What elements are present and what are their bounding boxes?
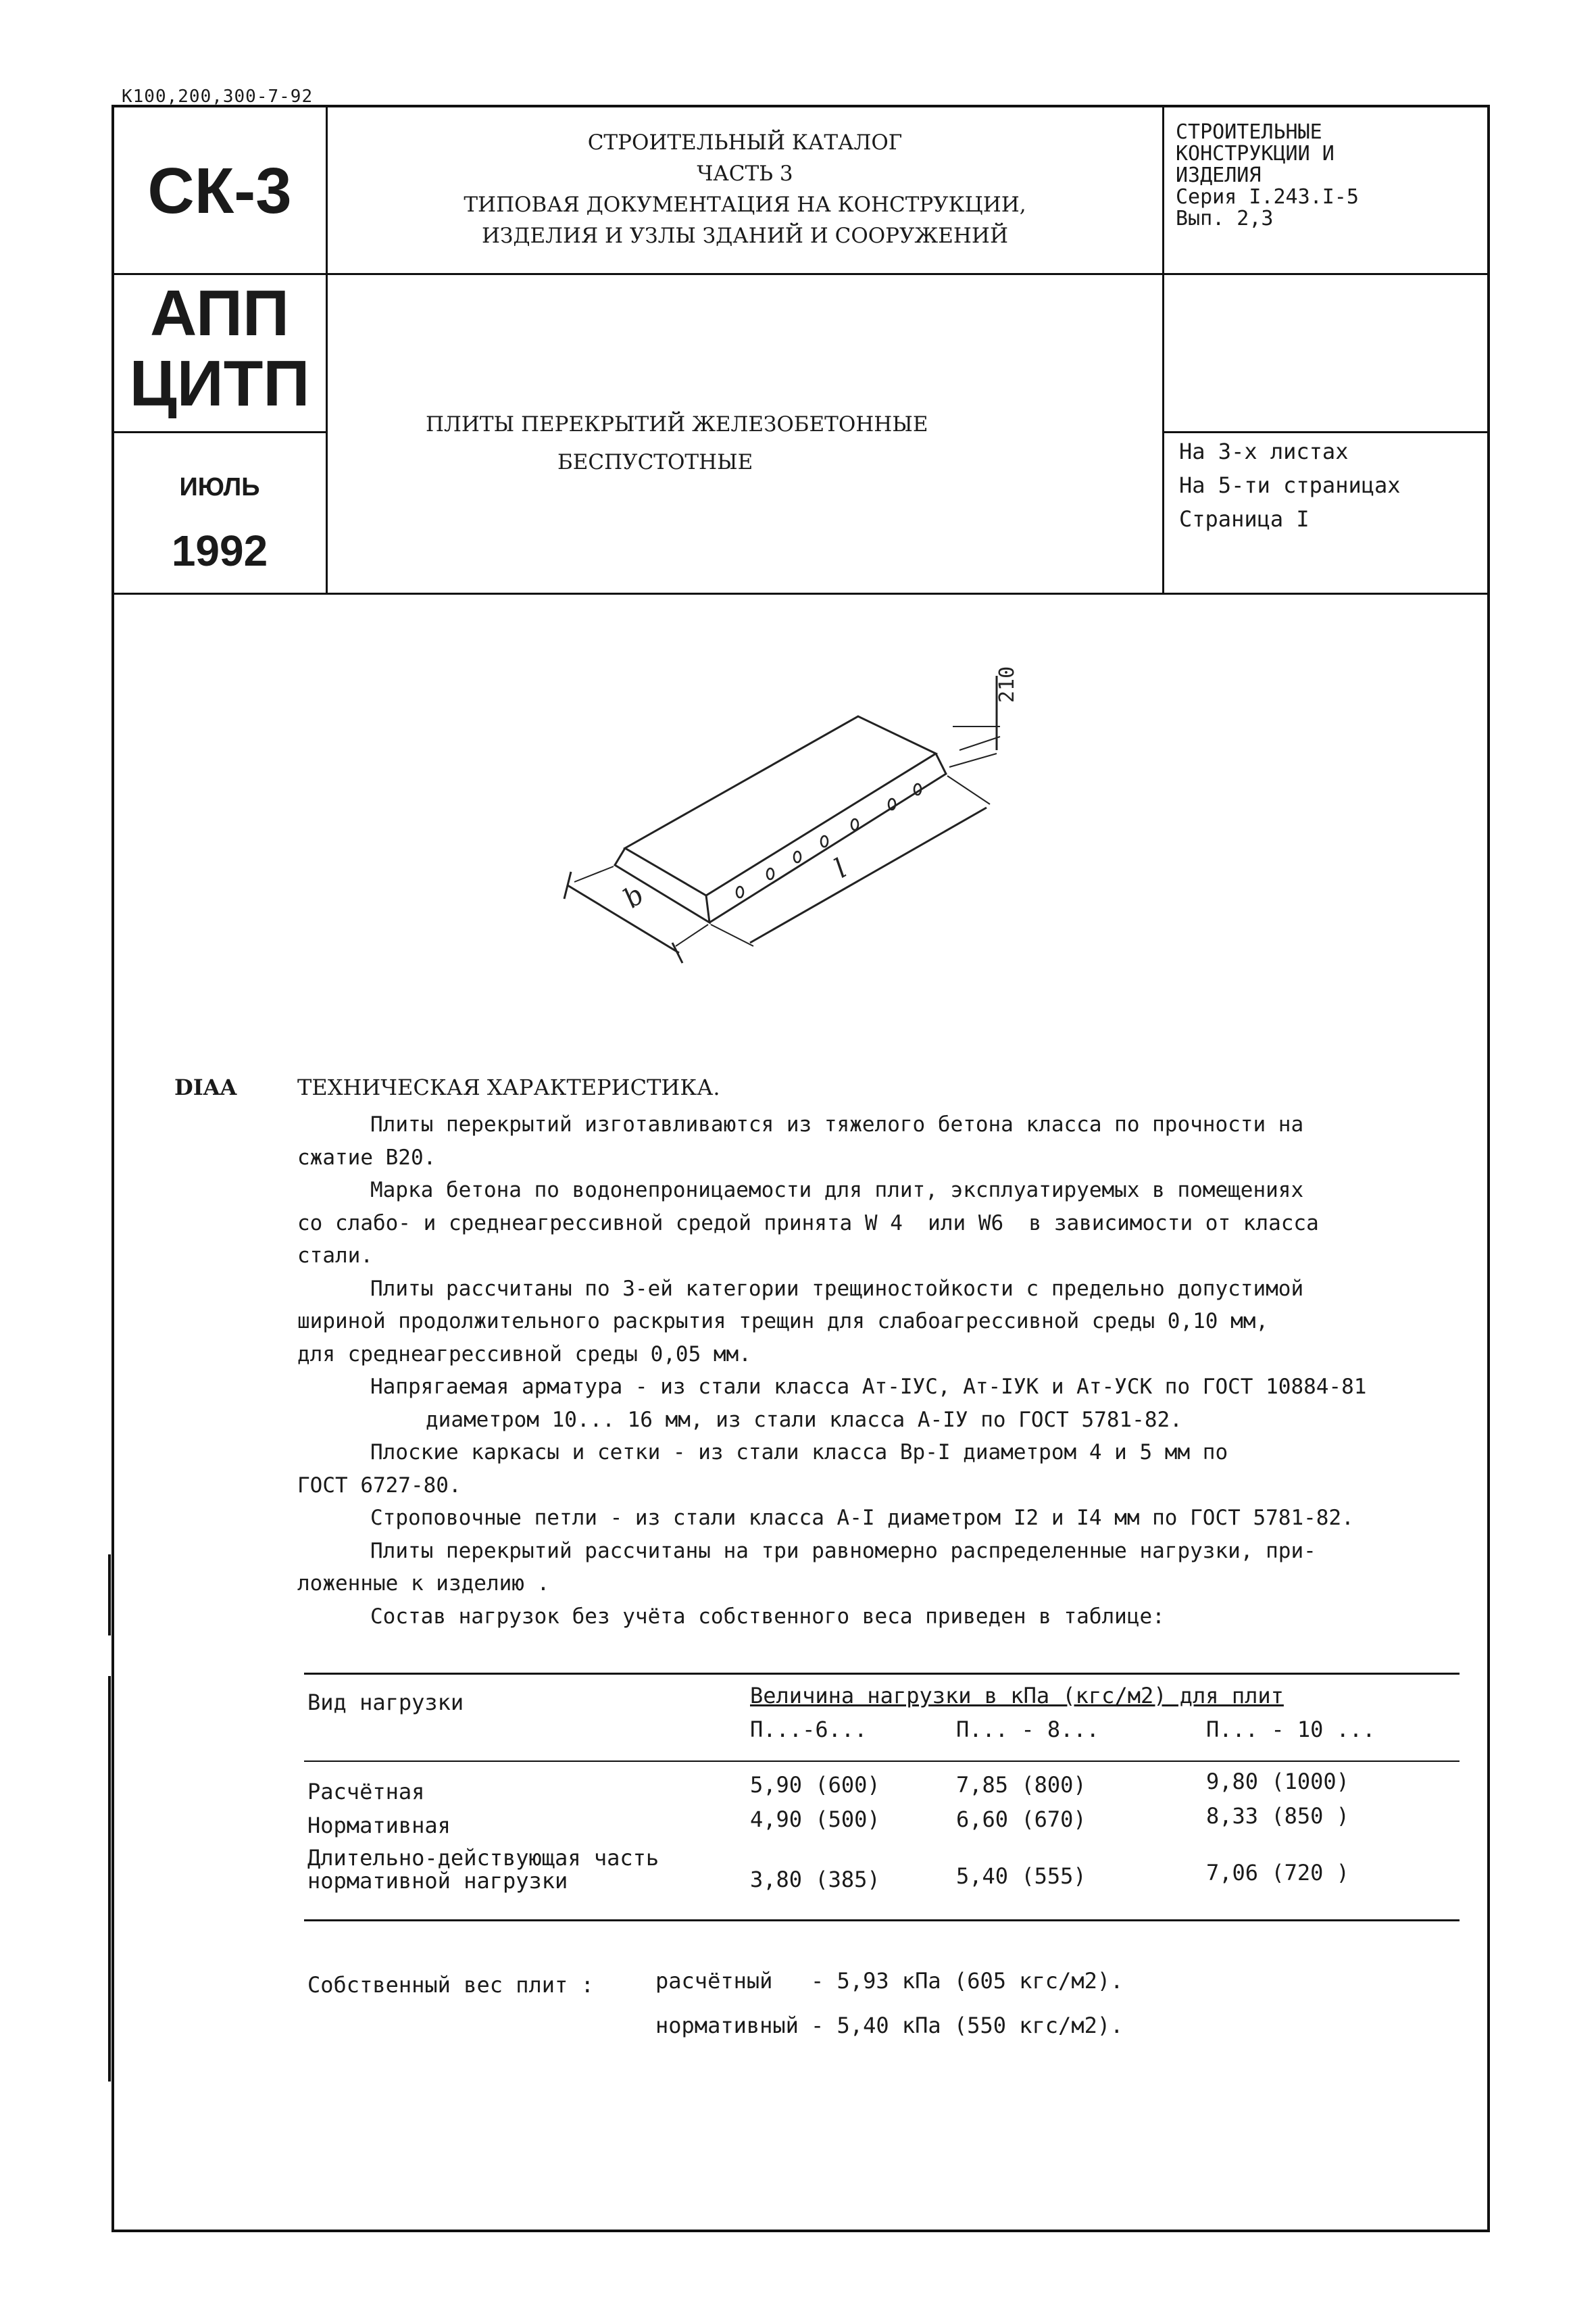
dim-l-label: l [829,853,853,885]
table-header-group: Величина нагрузки в кПа (кгс/м2) для плит [750,1683,1284,1708]
hole-mark [821,836,828,847]
text-line: Напрягаемая арматура - из стали класса Ат-IУС, Ат-IУК и Ат-УСК по ГОСТ 10884-81 [370,1375,1367,1399]
divider [111,431,328,433]
page-number: Страница I [1179,506,1310,532]
section-code: DIAA [174,1075,237,1100]
text-line: для среднеагрессивной среды 0,05 мм. [297,1341,751,1367]
year-label: 1992 [171,526,268,575]
divider [1162,105,1164,594]
series-line: КОНСТРУКЦИИ И [1176,142,1335,166]
catalog-line: ЧАСТЬ 3 [697,162,793,186]
table-row-label: Нормативная [307,1813,451,1838]
text-line: Плоские каркасы и сетки - из стали класса Вр-I диаметром 4 и 5 мм по [370,1440,1228,1464]
ext-lines-h [949,727,1000,767]
table-row-label [307,1846,659,1892]
text-line: Строповочные петли - из стали класса А-I диаметром I2 и I4 мм по ГОСТ 5781-82. [370,1506,1354,1530]
text-line: шириной продолжительного раскрытия трещин для слабоагрессивной среды 0,10 мм, [297,1309,1269,1333]
text-line: ГОСТ 6727-80. [297,1473,462,1498]
text-line: ложенные к изделию . [297,1571,550,1596]
table-cell: 5,90 (600) [750,1772,880,1798]
table-subheader: П...-6... [750,1717,868,1742]
pages-count: На 5-ти страницах [1179,472,1401,498]
table-cell: 5,40 (555) [956,1863,1087,1889]
dim-height-label: 210 [995,666,1019,703]
text-line: Плиты рассчитаны по 3-ей категории трещиностойкости с предельно допустимой [370,1276,1304,1301]
catalog-line: ТИПОВАЯ ДОКУМЕНТАЦИЯ НА КОНСТРУКЦИИ, [464,193,1026,217]
series-line: Вып. 2,3 [1176,207,1274,230]
technical-text [297,1108,1473,1633]
sheet-info [1179,435,1401,536]
table-cell: 9,80 (1000) [1206,1769,1349,1794]
margin-mark [108,1676,111,2082]
catalog-line: СТРОИТЕЛЬНЫЙ КАТАЛОГ [587,130,903,155]
series-line: ИЗДЕЛИЯ [1176,164,1262,187]
table-subheader: П... - 10 ... [1206,1717,1376,1742]
table-top-rule [304,1673,1460,1675]
product-title [426,405,928,481]
catalog-title [328,127,1162,251]
own-weight-design-name: расчётный [655,1968,773,1994]
hole-mark [767,868,774,879]
series-line: Серия I.243.I-5 [1176,185,1359,209]
table-cell: 6,60 (670) [956,1806,1087,1832]
hole-mark [851,819,858,830]
app-label: АПП [149,277,290,349]
sk-label: СК-3 [147,155,292,227]
hole-mark [737,887,743,897]
own-weight-design-value: - 5,93 кПа (605 кгс/м2). [811,1968,1124,1994]
catalog-line: ИЗДЕЛИЯ И УЗЛЫ ЗДАНИЙ И СООРУЖЕНИЙ [481,224,1008,248]
product-line: БЕСПУСТОТНЫЕ [557,450,753,474]
divider [111,273,1490,275]
text-line: Состав нагрузок без учёта собственного веса приведен в таблице: [370,1604,1165,1629]
slab-drawing [541,662,1054,966]
table-cell: 7,06 (720 ) [1206,1860,1349,1886]
divider [111,593,1490,595]
table-cell: 3,80 (385) [750,1867,880,1892]
text-line: стали. [297,1244,373,1268]
margin-mark [108,1554,111,1635]
table-subheader: П... - 8... [956,1717,1099,1742]
text-line: Плиты перекрытий рассчитаны на три равномерно распределенные нагрузки, при- [370,1538,1316,1563]
document-code: К100,200,300-7-92 [122,87,314,107]
sheets-count: На 3-х листах [1179,439,1349,464]
series-info [1176,122,1480,230]
table-cell: 4,90 (500) [750,1806,880,1832]
hole-mark [794,852,801,862]
month-label: ИЮЛЬ [179,473,260,501]
row-label-line: Длительно-действующая часть [307,1845,659,1871]
row-label-line: нормативной нагрузки [307,1868,568,1894]
text-line: со слабо- и среднеагрессивной средой принята W 4 или W6 в зависимости от класса [297,1210,1319,1235]
text-line: Марка бетона по водонепроницаемости для плит, эксплуатируемых в помещениях [370,1178,1304,1202]
table-header-rule [304,1761,1460,1762]
text-line: диаметром 10... 16 мм, из стали класса А-IУ по ГОСТ 5781-82. [426,1407,1182,1432]
series-line: СТРОИТЕЛЬНЫЕ [1176,120,1322,144]
divider [1162,431,1490,433]
ext-lines-l [711,776,990,946]
own-weight-normative-name: нормативный [655,2013,799,2038]
table-header-type: Вид нагрузки [307,1690,464,1715]
dim-b-label: b [618,879,650,915]
citp-label: ЦИТП [129,347,310,420]
own-weight-label: Собственный вес плит : [307,1972,594,1998]
text-line: сжатие B20. [297,1145,437,1170]
text-line: Плиты перекрытий изготавливаются из тяжелого бетона класса по прочности на [370,1112,1304,1137]
product-line: ПЛИТЫ ПЕРЕКРЫТИЙ ЖЕЛЕЗОБЕТОННЫЕ [426,412,928,437]
table-row-label: Расчётная [307,1779,425,1804]
section-title: ТЕХНИЧЕСКАЯ ХАРАКТЕРИСТИКА. [297,1075,720,1100]
table-cell: 7,85 (800) [956,1772,1087,1798]
table-bottom-rule [304,1919,1460,1921]
table-cell: 8,33 (850 ) [1206,1803,1349,1829]
own-weight-normative-value: - 5,40 кПа (550 кгс/м2). [811,2013,1124,2038]
